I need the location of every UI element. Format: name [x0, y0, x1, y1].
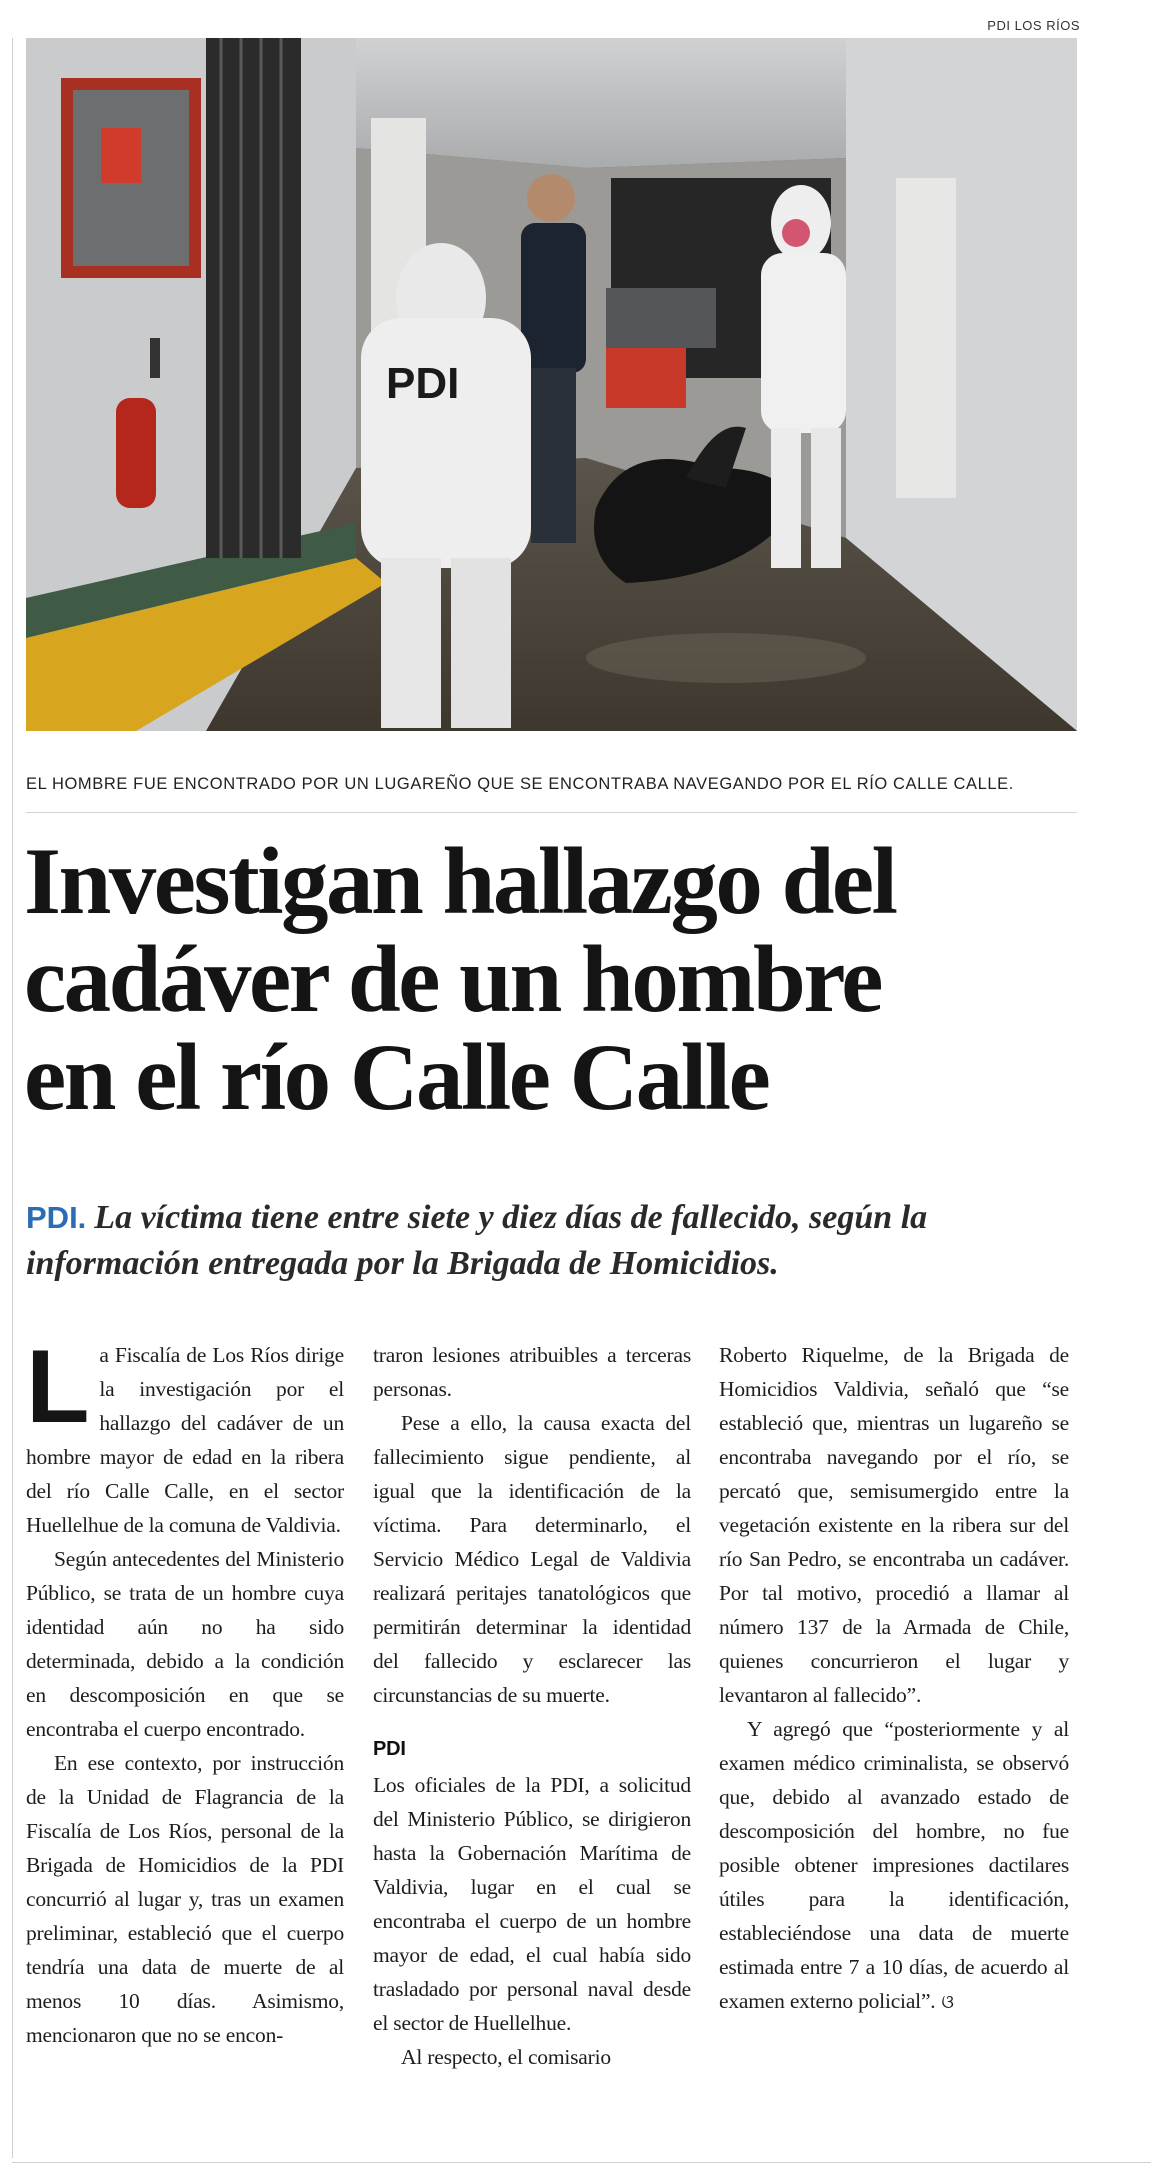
crime-scene-photo — [26, 38, 1077, 731]
headline — [24, 828, 1104, 1130]
paragraph-text: Y agregó que “posteriormente y al examen médico criminalista, se observó que, debido al avanzado estado de descomposición del hombre, no fue posible obtener impresiones dactilares útiles para la identificación, estableciéndose una data de muerte estimada entre 7 a 10 días, de acuerdo al examen externo policial”. — [719, 1717, 1069, 2013]
paragraph: traron lesiones atribuibles a terceras personas. — [373, 1343, 691, 1401]
deck-kicker: PDI. — [26, 1200, 87, 1235]
vest-label: PDI — [386, 359, 460, 408]
divider — [26, 812, 1077, 813]
page-border — [12, 38, 13, 2158]
paragraph: Según antecedentes del Ministerio Público, se trata de un hombre cuya identidad aún no ha sido determinada, debido a la condición en descomposición en que se encontraba el cuerpo encontrado. — [26, 1547, 344, 1741]
article-photo — [26, 38, 1077, 731]
article-column-2 — [373, 1338, 691, 2074]
photo-caption: EL HOMBRE FUE ENCONTRADO POR UN LUGAREÑO QUE SE ENCONTRABA NAVEGANDO POR EL RÍO CALLE CALLE. — [26, 775, 1014, 793]
drop-cap: L — [26, 1329, 90, 1445]
photo-credit: PDI LOS RÍOS — [987, 18, 1080, 33]
headline-line-1: Investigan hallazgo del — [24, 828, 896, 934]
paragraph: Roberto Riquelme, de la Brigada de Homicidios Valdivia, señaló que “se estableció que, mientras un lugareño se encontraba navegando por el río, se percató que, semisumergido entre la vegetación existente en la ribera sur del río San Pedro, se encontraba un cadáver. Por tal motivo, procedió a llamar al número 137 de la Armada de Chile, quienes concurrieron el lugar y levantaron al fallecido”. — [719, 1343, 1069, 1707]
paragraph: a Fiscalía de Los Ríos dirige la investigación por el hallazgo del cadáver de un hombre mayor de edad en la ribera del río Calle Calle, en el sector Huellelhue de la comuna de Valdivia. — [26, 1343, 344, 1537]
headline-line-3: en el río Calle Calle — [24, 1024, 769, 1130]
article-column-1 — [26, 1329, 344, 2052]
divider — [12, 2162, 1151, 2163]
paragraph: En ese contexto, por instrucción de la Unidad de Flagrancia de la Fiscalía de Los Ríos, personal de la Brigada de Homicidios de la PDI concurrió al lugar y, tras un examen preliminar, estableció que el cuerpo tendría una data de muerte de al menos 10 días. Asimismo, mencionaron que no se encon- — [26, 1751, 344, 2047]
paragraph: Al respecto, el comisario — [401, 2045, 611, 2069]
deck-text: La víctima tiene entre siete y diez días de fallecido, según la información entregada por la Brigada de Homicidios. — [26, 1199, 928, 1282]
paragraph: Pese a ello, la causa exacta del fallecimiento sigue pendiente, al igual que la identificación de la víctima. Para determinarlo, el Servicio Médico Legal de Valdivia realizará peritajes tanatológicos que permitirán determinar la identidad del fallecido y esclarecer las circunstancias de su muerte. — [373, 1411, 691, 1707]
headline-line-2: cadáver de un hombre — [24, 926, 881, 1032]
deck — [26, 1195, 1086, 1287]
end-mark-icon: ଓ — [941, 1992, 954, 2013]
paragraph — [719, 1712, 1069, 2020]
article-column-3 — [719, 1338, 1069, 2020]
section-subhead: PDI — [373, 1738, 406, 1760]
paragraph: Los oficiales de la PDI, a solicitud del Ministerio Público, se dirigieron hasta la Gobernación Marítima de Valdivia, lugar en el cual se encontraba el cuerpo de un hombre mayor de edad, el cual había sido trasladado por personal naval desde el sector de Huellelhue. — [373, 1773, 691, 2035]
